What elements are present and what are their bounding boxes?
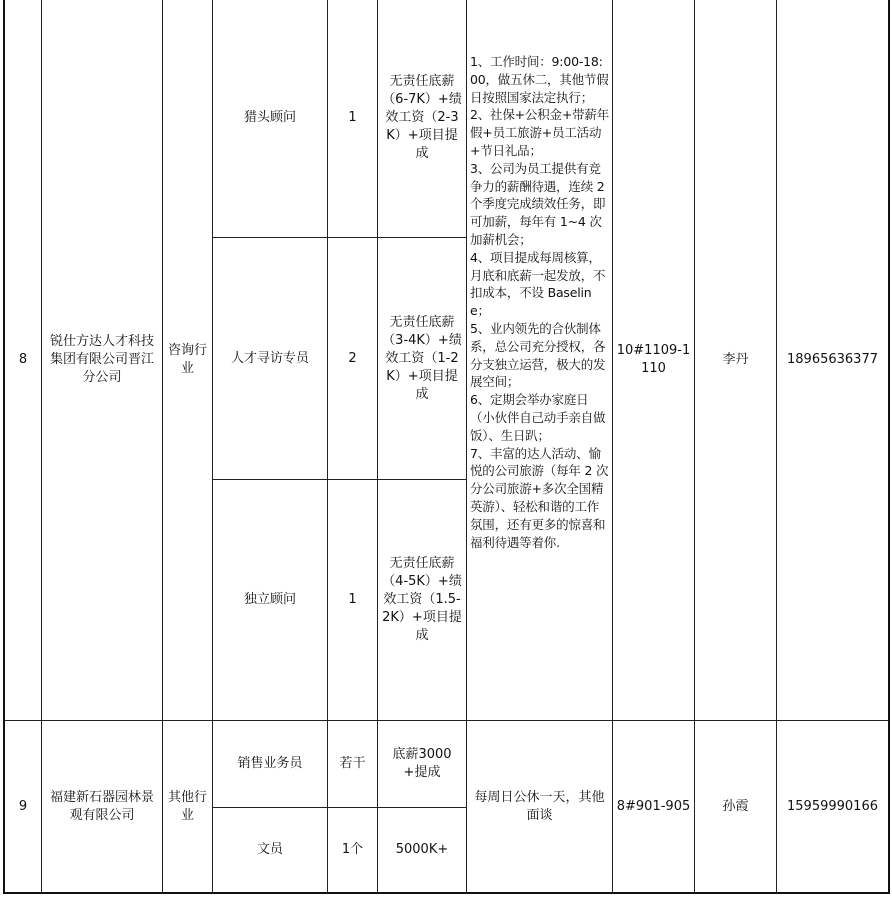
position-title: 销售业务员 xyxy=(213,721,328,808)
room-number: 8#901-905 xyxy=(613,721,695,893)
position-count: 2 xyxy=(328,238,378,480)
benefits-text: 1、工作时间：9:00-18:00，做五休二，其他节假日按照国家法定执行； 2、社保+公积金+带薪年假+员工旅游+员工活动+节日礼品； 3、公司为员工提供有竞争力的薪酬待遇，连续 2 个季度完成绩效任务，即可加薪，每年有 1~4 次加薪机会； 4、项目提成每周核算，月底和底薪一起发放，不扣成本，不设 Baseline； 5、业内领先的合伙制体系，总公司充分授权，各分支独立运营，极大的发展空间； 6、定期会举办家庭日（小伙伴自己动手亲自做饭）、生日趴； 7、丰富的达人活动、愉悦的公司旅游（每年 2 次分公司旅游+多次全国精英游）、轻松和谐的工作氛围，还有更多的惊喜和福利待遇等着你. xyxy=(467,0,613,721)
company-name: 福建新石器园林景观有限公司 xyxy=(42,721,163,893)
row-number: 8 xyxy=(5,0,42,721)
position-salary: 5000K+ xyxy=(378,808,467,893)
position-title: 独立顾问 xyxy=(213,480,328,721)
industry: 其他行业 xyxy=(163,721,213,893)
position-salary: 无责任底薪（3-4K）+绩效工资（1-2K）+项目提成 xyxy=(378,238,467,480)
job-listing-table xyxy=(4,0,889,893)
industry: 咨询行业 xyxy=(163,0,213,721)
position-title: 人才寻访专员 xyxy=(213,238,328,480)
room-number: 10#1109-1110 xyxy=(613,0,695,721)
position-title: 文员 xyxy=(213,808,328,893)
contact-person: 孙霞 xyxy=(695,721,777,893)
position-salary: 无责任底薪（6-7K）+绩效工资（2-3K）+项目提成 xyxy=(378,0,467,238)
position-count: 1 xyxy=(328,0,378,238)
table-row xyxy=(5,721,889,808)
position-count: 若干 xyxy=(328,721,378,808)
position-count: 1 xyxy=(328,480,378,721)
company-name: 锐仕方达人才科技集团有限公司晋江分公司 xyxy=(42,0,163,721)
table-row xyxy=(5,0,889,238)
contact-phone: 18965636377 xyxy=(777,0,889,721)
row-number: 9 xyxy=(5,721,42,893)
position-salary: 无责任底薪（4-5K）+绩效工资（1.5-2K）+项目提成 xyxy=(378,480,467,721)
contact-person: 李丹 xyxy=(695,0,777,721)
position-count: 1个 xyxy=(328,808,378,893)
benefits-text: 每周日公休一天，其他面谈 xyxy=(467,721,613,893)
position-salary: 底薪3000+提成 xyxy=(378,721,467,808)
contact-phone: 15959990166 xyxy=(777,721,889,893)
position-title: 猎头顾问 xyxy=(213,0,328,238)
